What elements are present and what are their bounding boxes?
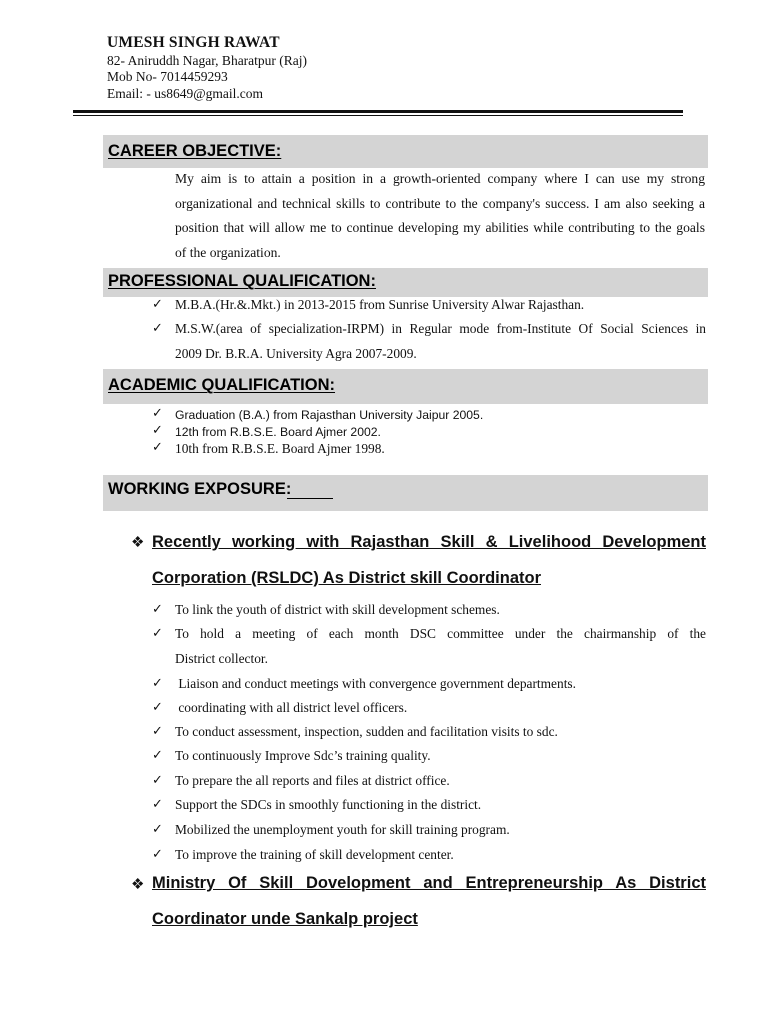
check-icon: ✓ bbox=[152, 846, 163, 861]
objective-text bbox=[175, 167, 705, 265]
check-icon: ✓ bbox=[152, 675, 163, 690]
section-career-objective bbox=[103, 135, 708, 168]
job-title-line: Ministry Of Skill Dovelopment and Entrepreneurship As District bbox=[152, 874, 706, 892]
job-title-line: Corporation (RSLDC) As District skill Coordinator bbox=[152, 569, 541, 587]
duty-line: To hold a meeting of each month DSC committee under the chairmanship of the bbox=[175, 626, 706, 641]
title-underline bbox=[287, 498, 333, 499]
academic-item: Graduation (B.A.) from Rajasthan University Jaipur 2005. bbox=[175, 408, 484, 422]
section-title: PROFESSIONAL QUALIFICATION: bbox=[108, 272, 376, 290]
duty-item: To continuously Improve Sdc’s training quality. bbox=[175, 748, 431, 763]
check-icon: ✓ bbox=[152, 772, 163, 787]
duty-item bbox=[175, 621, 706, 671]
qualification-line: M.S.W.(area of specialization-IRPM) in Regular mode from-Institute Of Social Sciences in bbox=[175, 321, 706, 336]
qualification-line: 2009 Dr. B.R.A. University Agra 2007-2009. bbox=[175, 346, 417, 361]
duty-item: coordinating with all district level officers. bbox=[175, 700, 408, 715]
check-icon: ✓ bbox=[152, 796, 163, 811]
header-divider-thin bbox=[73, 115, 683, 116]
check-icon: ✓ bbox=[152, 405, 163, 420]
academic-item: 12th from R.B.S.E. Board Ajmer 2002. bbox=[175, 425, 381, 439]
diamond-bullet-icon: ❖ bbox=[131, 535, 145, 551]
duty-item: Mobilized the unemployment youth for skill training program. bbox=[175, 822, 510, 837]
section-title: WORKING EXPOSURE: bbox=[108, 480, 292, 498]
section-working-exposure bbox=[103, 475, 708, 511]
email: Email: - us8649@gmail.com bbox=[107, 86, 264, 101]
check-icon: ✓ bbox=[152, 296, 163, 311]
check-icon: ✓ bbox=[152, 320, 163, 335]
check-icon: ✓ bbox=[152, 625, 163, 640]
objective-line: organizational and technical skills to contribute to the company's success. I am also seeking a bbox=[175, 195, 705, 211]
job-title-line: Recently working with Rajasthan Skill & Livelihood Development bbox=[152, 533, 706, 551]
check-icon: ✓ bbox=[152, 439, 163, 454]
duty-line: District collector. bbox=[175, 651, 268, 666]
academic-item: 10th from R.B.S.E. Board Ajmer 1998. bbox=[175, 441, 385, 456]
job-title bbox=[152, 865, 706, 937]
check-icon: ✓ bbox=[152, 699, 163, 714]
section-title: ACADEMIC QUALIFICATION: bbox=[108, 376, 336, 394]
duty-item: Liaison and conduct meetings with convergence government departments. bbox=[175, 676, 576, 691]
duty-item: To conduct assessment, inspection, sudden and facilitation visits to sdc. bbox=[175, 724, 558, 739]
section-professional-qualification bbox=[103, 268, 708, 297]
duty-item: To link the youth of district with skill development schemes. bbox=[175, 602, 500, 617]
duty-item: To prepare the all reports and files at district office. bbox=[175, 773, 450, 788]
check-icon: ✓ bbox=[152, 821, 163, 836]
candidate-name: UMESH SINGH RAWAT bbox=[107, 34, 280, 51]
check-icon: ✓ bbox=[152, 747, 163, 762]
duty-item: To improve the training of skill development center. bbox=[175, 847, 454, 862]
objective-line: position that will allow me to continue developing my abilities while contributing to the goals bbox=[175, 220, 705, 235]
qualification-item bbox=[175, 316, 706, 366]
check-icon: ✓ bbox=[152, 422, 163, 437]
header-divider bbox=[73, 110, 683, 113]
diamond-bullet-icon: ❖ bbox=[131, 877, 145, 893]
check-icon: ✓ bbox=[152, 601, 163, 616]
objective-line: My aim is to attain a position in a growth-oriented company where I can use my strong bbox=[175, 171, 705, 186]
duty-item: Support the SDCs in smoothly functioning in the district. bbox=[175, 797, 482, 812]
mobile-number: Mob No- 7014459293 bbox=[107, 69, 228, 84]
job-title-line: Coordinator unde Sankalp project bbox=[152, 910, 418, 928]
section-title: CAREER OBJECTIVE: bbox=[108, 142, 282, 160]
qualification-item: M.B.A.(Hr.&.Mkt.) in 2013-2015 from Sunrise University Alwar Rajasthan. bbox=[175, 297, 585, 312]
address: 82- Aniruddh Nagar, Bharatpur (Raj) bbox=[107, 53, 308, 68]
section-academic-qualification bbox=[103, 369, 708, 404]
objective-line: of the organization. bbox=[175, 244, 281, 260]
job-title bbox=[152, 524, 706, 596]
check-icon: ✓ bbox=[152, 723, 163, 738]
